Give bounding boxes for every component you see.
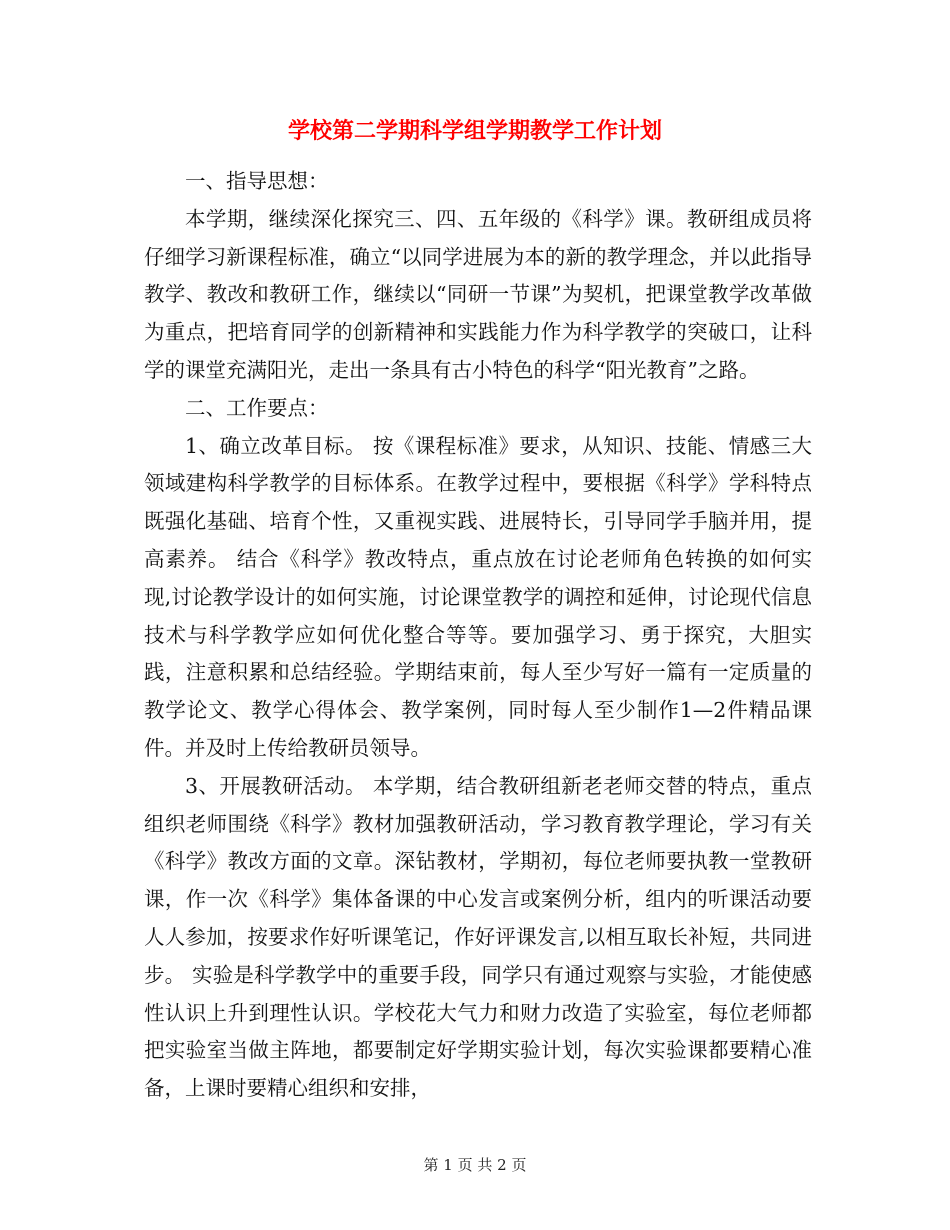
page-number-footer: 第 1 页 共 2 页 [423,1156,527,1174]
page-title: 学校第二学期科学组学期教学工作计划 [287,118,662,144]
document-body [144,163,812,1108]
paragraph-research-activities: 3、开展教研活动。 本学期，结合教研组新老老师交替的特点，重点组织老师围绕《科学》教材加强教研活动，学习教育教学理论，学习有关《科学》教改方面的文章。深钻教材，学期初，每位老师要执教一堂教研课，作一次《科学》集体备课的中心发言或案例分析，组内的听课活动要人人参加，按要求作好听课笔记，作好评课发言,以相互取长补短，共同进步。 实验是科学教学中的重要手段，同学只有通过观察与实验，才能使感性认识上升到理性认识。学校花大气力和财力改造了实验室，每位老师都把实验室当做主阵地，都要制定好学期实验计划，每次实验课都要精心准备，上课时要精心组织和安排， [144,773,812,1101]
paragraph-guiding-thought: 本学期，继续深化探究三、四、五年级的《科学》课。教研组成员将仔细学习新课程标准，确立“以同学进展为本的新的教学理念，并以此指导教学、教改和教研工作，继续以“同研一节课”为契机，把课堂教学改革做为重点，把培育同学的创新精神和实践能力作为科学教学的突破口，让科学的课堂充满阳光，走出一条具有古小特色的科学“阳光教育”之路。 [144,206,812,382]
section-heading-guiding-thought: 一、指导思想： [185,169,329,193]
paragraph-reform-goals: 1、确立改革目标。 按《课程标准》要求，从知识、技能、情感三大领域建构科学教学的目标体系。在教学过程中，要根据《科学》学科特点既强化基础、培育个性，又重视实践、进展特长，引导同学手脑并用，提高素养。 结合《科学》教改特点，重点放在讨论老师角色转换的如何实现,讨论教学设计的如何实施，讨论课堂教学的调控和延伸，讨论现代信息技术与科学教学应如何优化整合等等。要加强学习、勇于探究，大胆实践，注意积累和总结经验。学期结束前，每人至少写好一篇有一定质量的教学论文、教学心得体会、教学案例，同时每人至少制作1—2件精品课件。并及时上传给教研员领导。 [144,433,812,760]
section-heading-work-points: 二、工作要点： [185,395,329,420]
